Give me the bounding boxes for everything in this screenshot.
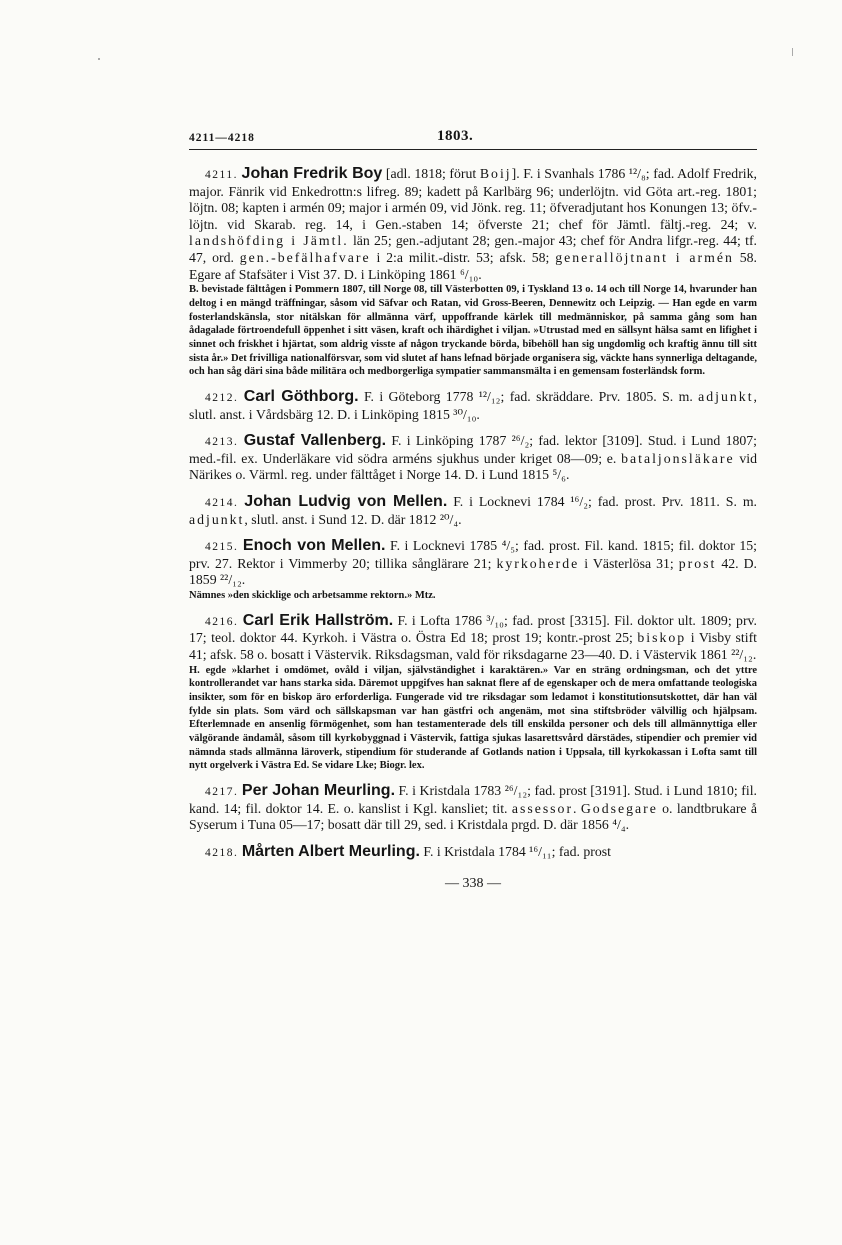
- entry-number: 4212.: [205, 392, 239, 405]
- entry-4212: [189, 389, 757, 423]
- person-name: Johan Fredrik Boy: [241, 165, 383, 182]
- entry-text: 4212. Carl Göthborg. F. i Göteborg 1778 ¹²/₁₂; fad. skräddare. Prv. 1805. S. m. adjunkt, slutl. anst. i Vårdsbärg 12. D. i Linköping 1815 ³⁰/₁₀.: [189, 388, 757, 422]
- entry-text: 4217. Per Johan Meurling. F. i Kristdala 1783 ²⁶/₁₂; fad. prost [3191]. Stud. i Lund 1810; fil. kand. 14; fil. doktor 14. E. o. kanslist i Kgl. kansliet; tit. assessor. Godsegare o. landtbrukare å Syserum i Tuna 05—17; bosatt där till 29, sed. i Kristdala prgd. D. där 1856 ⁴/₄.: [189, 782, 757, 833]
- entry-4215: [189, 538, 757, 602]
- book-page: [189, 128, 757, 892]
- entry-number: 4218.: [205, 846, 239, 859]
- entry-text: 4215. Enoch von Mellen. F. i Locknevi 1785 ⁴/₅; fad. prost. Fil. kand. 1815; fil. doktor 15; prv. 27. Rektor i Vimmerby 20; tillika sånglärare 21; kyrkoherde i Västerlösa 31; prost 42. D. 1859 ²²/₁₂.: [189, 537, 758, 588]
- scan-speck: [98, 58, 100, 60]
- person-name: Enoch von Mellen.: [242, 537, 386, 555]
- entry-text: 4214. Johan Ludvig von Mellen. F. i Locknevi 1784 ¹⁶/₂; fad. prost. Prv. 1811. S. m. adjunkt, slutl. anst. i Sund 12. D. där 1812 ²⁰/₄.: [189, 493, 757, 527]
- entry-text: 4218. Mårten Albert Meurling. F. i Kristdala 1784 ¹⁶/₁₁; fad. prost: [205, 842, 611, 860]
- entry-4218: [189, 844, 757, 862]
- biographical-note: H. egde »klarhet i omdömet, ovåld i viljan, självständighet i karaktären.» Var en sträng ordningsman, och det yttre kontrollerandet var hans starka sida. Däremot uppgifves han saknat flere af de egenskaper och de mera omfattande teologiska insikter, som för en biskop äro erforderliga. Fungerade vid tre riksdagar som ledamot i konstitutionsutskottet, där han väl fylde sin plats. Som värd och sällskapsman var han gästfri och angenäm, mot sina stiftsbröder välvillig och hjälpsam. Efterlemnade en ansenlig förmögenhet, som han testamenterade dels till enskilda personer och dels till allmännyttiga eller välgörande ändamål, såsom till kyrkobyggnad i Västervik, fattiga sjukas lasarettsvård därstädes, stipendier och premier vid nämnda stads allmänna läroverk, stipendium för studerande af Gotlands nation i Uppsala, till kyrkokassan i Lofta samt till nytt orgelverk i Västra Ed. Se vidare Lke; Biogr. lex.: [189, 664, 757, 772]
- entry-text: 4213. Gustaf Vallenberg. F. i Linköping 1787 ²⁶/₂; fad. lektor [3109]. Stud. i Lund 1807; med.-fil. ex. Underläkare vid södra arméns sjukhus under kriget 08—09; e. bataljonsläkare vid Närikes o. Värml. reg. under fälttåget i Norge 14. D. i Lund 1815 ⁵/₆.: [189, 432, 758, 483]
- year-heading: 1803.: [437, 128, 474, 144]
- person-name: Carl Göthborg.: [243, 388, 359, 406]
- entry-number: 4216.: [205, 615, 239, 628]
- entry-text: 4211. Johan Fredrik Boy [adl. 1818; förut Boij]. F. i Svanhals 1786 ¹²/₈; fad. Adolf Fredrik, major. Fänrik vid Enkedrottn:s lifreg. 89; kadett på Karlbärg 96; underlöjtn. vid Göta art.-reg. 1801; löjtn. 08; kapten i armén 09; major i armén 09, vid Jönk. reg. 11; öfveradjutant hos Konungen 13; öfv.-löjtn. vid Skarab. reg. 14, i Gen.-staben 14; öfverste 21; chef för Jämtl. fältj.-reg. 24; v. landshöfding i Jämtl. län 25; gen.-adjutant 28; gen.-major 43; chef för Andra lifgr.-reg. 44; tf. 47, ord. gen.-befälhafvare i 2:a milit.-distr. 53; afsk. 58; generallöjtnant i armén 58. Egare af Stafsäter i Vist 37. D. i Linköping 1861 ⁶/₁₀.: [189, 165, 758, 282]
- person-name: Johan Ludvig von Mellen.: [244, 493, 448, 511]
- entry-number: 4213.: [205, 436, 239, 449]
- entry-4213: [189, 433, 757, 484]
- biographical-note: Nämnes »den skicklige och arbetsamme rektorn.» Mtz.: [189, 590, 436, 602]
- biographical-note: B. bevistade fälttågen i Pommern 1807, till Norge 08, till Västerbotten 09, i Tyskland 13 o. 14 och till Norge 14, hvarunder han deltog i en mängd träffningar, såsom vid Säfvar och Ratan, vid Gross-Beeren, Dennewitz och Leipzig. — Han egde en varm fosterlandskänsla, stor nitälskan för allmänna värf, uppoffrande kärlek till medmänniskor, på samma gång som han ådagalade förtroendefull öppenhet i sitt väsen, kraft och ihärdighet i viljan. »Utrustad med en sällsynt hälsa samt en lifighet i sinnet och friskhet i hjärtat, som aldrig visste af någon tryckande börda, bibehöll han sig ungdomlig och kraftig ännu till sitt sista år.» Det frivilliga nationalförsvar, som vid slutet af hans lefnad började organisera sig, väckte hans synnerliga deltagande, och han såg däri sina både militära och medborgerliga sympatier sammansmälta i en gemensam fosterländsk form.: [189, 284, 757, 378]
- person-name: Per Johan Meurling.: [241, 782, 396, 800]
- entry-4211: [189, 166, 757, 379]
- entry-range: 4211—4218: [189, 132, 255, 144]
- person-name: Carl Erik Hallström.: [242, 611, 394, 629]
- entry-4217: [189, 783, 757, 834]
- person-name: Mårten Albert Meurling.: [241, 842, 420, 860]
- person-name: Gustaf Vallenberg.: [243, 432, 387, 450]
- entry-4216: [189, 613, 757, 773]
- entry-number: 4215.: [205, 541, 239, 554]
- entry-number: 4211.: [205, 169, 238, 181]
- page-number: — 338 —: [445, 875, 501, 891]
- entry-number: 4217.: [205, 786, 239, 799]
- entry-4214: [189, 494, 757, 528]
- entry-text: 4216. Carl Erik Hallström. F. i Lofta 1786 ³/₁₀; fad. prost [3315]. Fil. doktor ult. 1809; prv. 17; teol. doktor 44. Kyrkoh. i Västra o. Östra Ed 18; prost 19; kontr.-prost 25; biskop i Visby stift 41; afsk. 58 o. bosatt i Västervik. Riksdagsman, vald för riksdagarne 23—40. D. i Västervik 1861 ²²/₁₂.: [189, 611, 757, 662]
- page-header: [189, 128, 757, 148]
- scan-speck: [792, 48, 793, 56]
- entry-number: 4214.: [205, 497, 239, 510]
- header-rule: [189, 149, 757, 150]
